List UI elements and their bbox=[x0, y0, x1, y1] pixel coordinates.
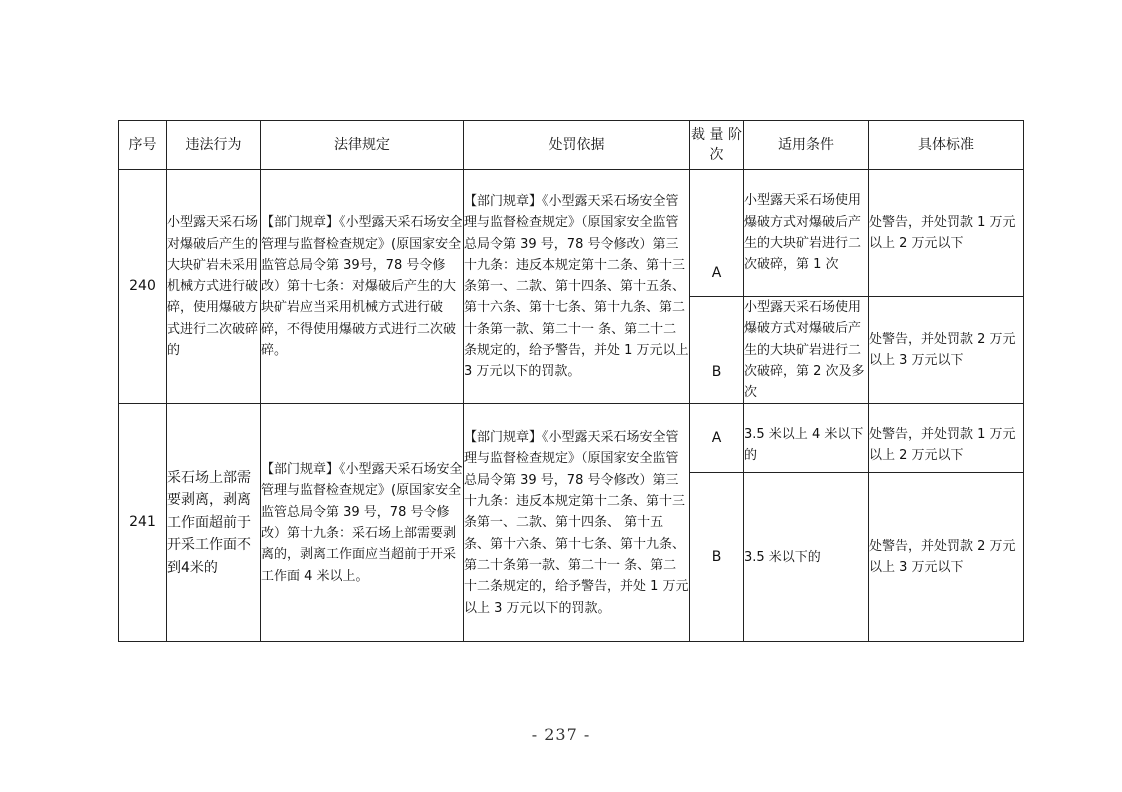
header-penalty-basis: 处罚依据 bbox=[464, 121, 690, 170]
row-standard-cell: 处警告，并处罚款 1 万元以上 2 万元以下 bbox=[869, 404, 1024, 473]
table-body bbox=[119, 170, 1024, 642]
row-level-cell: A bbox=[690, 170, 744, 297]
table-header bbox=[119, 121, 1024, 170]
penalty-table bbox=[118, 120, 1024, 642]
row-seq-cell: 241 bbox=[119, 404, 167, 642]
header-seq: 序号 bbox=[119, 121, 167, 170]
page-number: - 237 - bbox=[531, 725, 591, 744]
row-seq-cell: 240 bbox=[119, 170, 167, 404]
row-legal-provision-cell: 【部门规章】《小型露天采石场安全管理与监督检查规定》(原国家安全监管总局令第 39号，78 号令修改）第十七条：对爆破后产生的大块矿岩应当采用机械方式进行破碎，不得使用爆破方式进行二次破碎。 bbox=[261, 170, 464, 404]
row-condition-cell: 3.5 米以上 4 米以下的 bbox=[744, 404, 869, 473]
row-level-cell: B bbox=[690, 297, 744, 404]
header-row bbox=[119, 121, 1024, 170]
header-specific-standard: 具体标准 bbox=[869, 121, 1024, 170]
row-legal-provision-cell: 【部门规章】《小型露天采石场安全管理与监督检查规定》(原国家安全监管总局令第 39 号，78 号令修改）第十九条：采石场上部需要剥离的，剥离工作面应当超前于开采工作面 4 米以上。 bbox=[261, 404, 464, 642]
row-standard-cell: 处警告，并处罚款 2 万元以上 3 万元以下 bbox=[869, 297, 1024, 404]
row-condition-cell: 小型露天采石场使用爆破方式对爆破后产生的大块矿岩进行二次破碎，第 1 次 bbox=[744, 170, 869, 297]
table-row bbox=[119, 404, 1024, 473]
row-level-cell: B bbox=[690, 473, 744, 642]
header-applicable-condition: 适用条件 bbox=[744, 121, 869, 170]
header-discretion-level: 裁 量 阶次 bbox=[690, 121, 744, 170]
row-standard-cell: 处警告，并处罚款 1 万元以上 2 万元以下 bbox=[869, 170, 1024, 297]
row-standard-cell: 处警告，并处罚款 2 万元以上 3 万元以下 bbox=[869, 473, 1024, 642]
row-level-cell: A bbox=[690, 404, 744, 473]
row-illegal-act-cell: 小型露天采石场对爆破后产生的大块矿岩未采用机械方式进行破碎，使用爆破方式进行二次破碎的 bbox=[167, 170, 261, 404]
header-illegal-act: 违法行为 bbox=[167, 121, 261, 170]
row-illegal-act-cell: 采石场上部需要剥离，剥离工作面超前于开采工作面不到4米的 bbox=[167, 404, 261, 642]
row-penalty-basis-cell: 【部门规章】《小型露天采石场安全管理与监督检查规定》（原国家安全监管总局令第 39 号，78 号令修改）第三十九条：违反本规定第十二条、第十三条第一、二款、第十四条、第十五条、第十六条、第十七条、第十九条、第二十条第一款、第二十一 条、第二十二条规定的，给予警告，并处 1 万元以上 3 万元以下的罚款。 bbox=[464, 170, 690, 404]
table-row bbox=[119, 170, 1024, 297]
row-condition-cell: 小型露天采石场使用爆破方式对爆破后产生的大块矿岩进行二次破碎，第 2 次及多次 bbox=[744, 297, 869, 404]
row-condition-cell: 3.5 米以下的 bbox=[744, 473, 869, 642]
row-penalty-basis-cell: 【部门规章】《小型露天采石场安全管理与监督检查规定》（原国家安全监管总局令第 39 号，78 号令修改）第三十九条：违反本规定第十二条、第十三条第一、二款、第十四条、 第十五条、第十六条、第十七条、第十九条、第二十条第一款、第二十一 条、第二十二条规定的，给予警告，并处 1 万元以上 3 万元以下的罚款。 bbox=[464, 404, 690, 642]
header-legal-provision: 法律规定 bbox=[261, 121, 464, 170]
